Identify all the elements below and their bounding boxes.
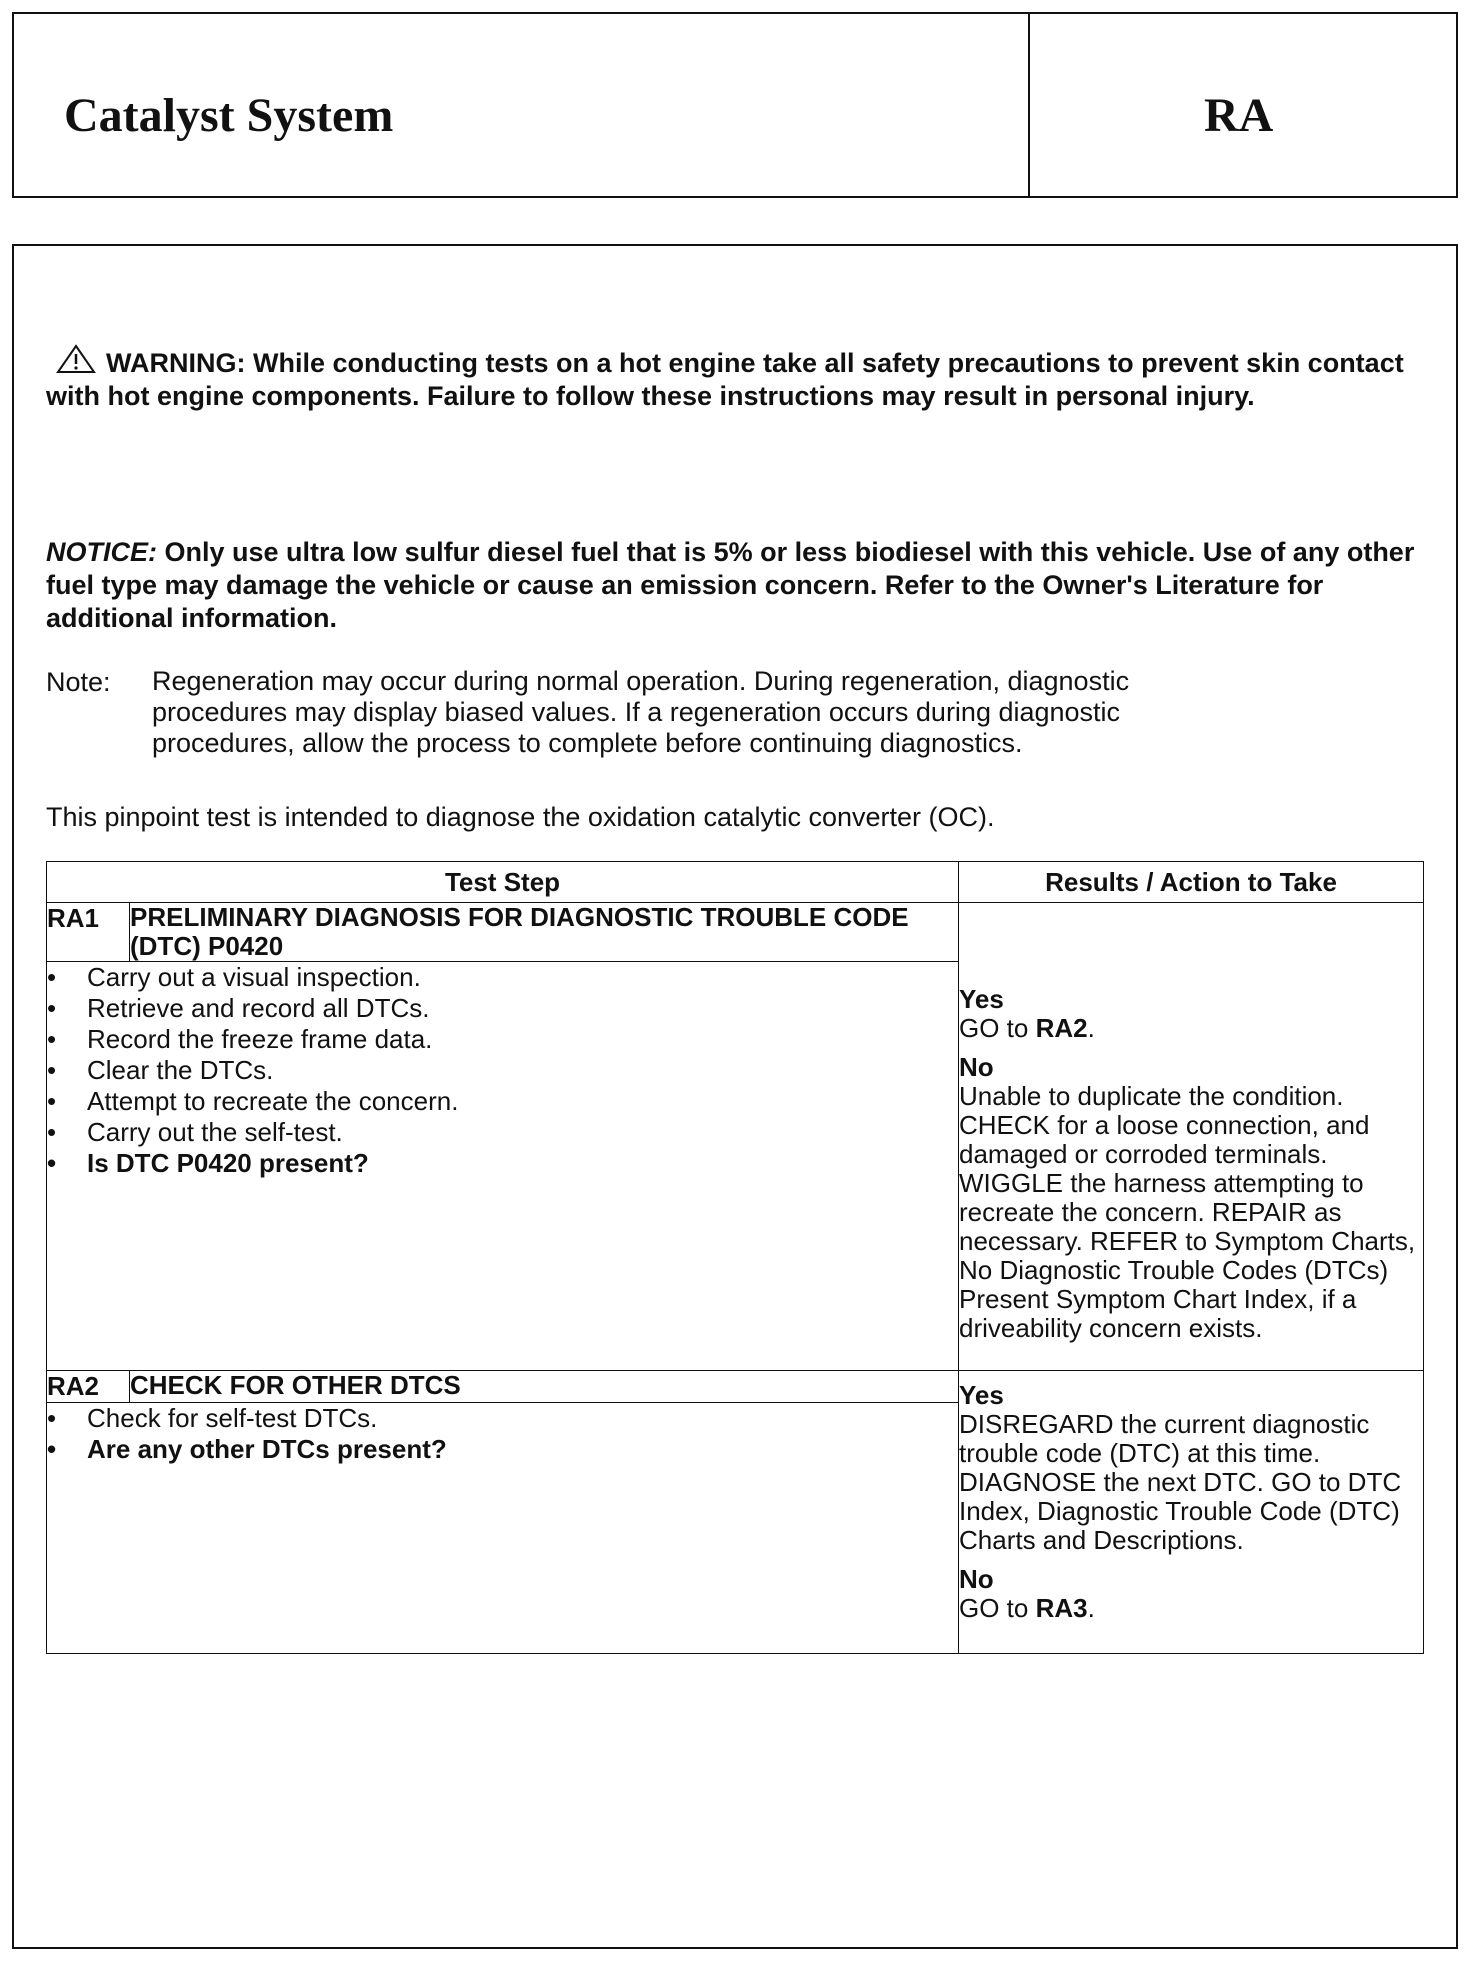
notice-label: NOTICE: [46,537,157,567]
result-no-text: Unable to duplicate the condition. CHECK for a loose connection, and damaged or corroded terminals. WIGGLE the harness attempting to recreate the concern. REPAIR as necessary. REFER to Symptom Charts, No Diagnostic Trouble Codes (DTCs) Present Symptom Chart Index, if a driveability concern exists. [959,1081,1416,1343]
step-title: PRELIMINARY DIAGNOSIS FOR DIAGNOSTIC TROUBLE CODE (DTC) P0420 [130,903,959,962]
step-question: • Is DTC P0420 present? [47,1148,958,1179]
note-paragraph [46,666,1426,759]
col-header-test-step: Test Step [47,862,959,903]
step-results [959,1371,1424,1654]
step-title: CHECK FOR OTHER DTCS [130,1371,959,1403]
test-step-table [46,861,1424,1654]
step-body [47,962,959,1371]
section-code: RA [1204,89,1274,142]
warning-text: WARNING: While conducting tests on a hot engine take all safety precautions to prevent skin contact with hot engine components. Failure to follow these instructions may result in personal injury. [46,348,1404,411]
step-bullet-list [47,962,958,1179]
list-item: • Clear the DTCs. [47,1055,958,1086]
list-item: • Carry out a visual inspection. [47,962,958,993]
result-no-label: No [959,1564,994,1594]
step-title-row [47,903,1424,962]
step-title-row [47,1371,1424,1403]
step-id: RA1 [47,903,130,962]
warning-triangle-icon [56,344,96,374]
result-yes-text: DISREGARD the current diagnostic trouble code (DTC) at this time. DIAGNOSE the next DTC. GO to DTC Index, Diagnostic Trouble Code (DTC) Charts and Descriptions. [959,1409,1402,1555]
list-item: • Record the freeze frame data. [47,1024,958,1055]
list-item: • Carry out the self-test. [47,1117,958,1148]
step-body [47,1403,959,1654]
header-box [12,12,1458,198]
result-yes-label: Yes [959,984,1004,1014]
step-question: • Are any other DTCs present? [47,1434,958,1465]
notice-text: Only use ultra low sulfur diesel fuel that is 5% or less biodiesel with this vehicle. Use of any other fuel type may damage the vehicle or cause an emission concern. Refer to the Owner's Literature for additional information. [46,537,1415,633]
goto-link: RA2 [1035,1013,1088,1043]
step-results [959,903,1424,1371]
header-divider [1028,14,1030,196]
result-yes-label: Yes [959,1380,1004,1410]
page-title: Catalyst System [64,89,394,142]
list-item: • Retrieve and record all DTCs. [47,993,958,1024]
list-item: • Check for self-test DTCs. [47,1403,958,1434]
intro-text: This pinpoint test is intended to diagnose the oxidation catalytic converter (OC). [46,802,995,832]
note-text: Regeneration may occur during normal operation. During regeneration, diagnostic procedures may display biased values. If a regeneration occurs during diagnostic procedures, allow the process to complete before continuing diagnostics. [152,666,1130,758]
result-yes-text: GO to RA2. [959,1013,1095,1043]
step-id: RA2 [47,1371,130,1403]
result-no-label: No [959,1052,994,1082]
col-header-results: Results / Action to Take [959,862,1424,903]
table-header-row [47,862,1424,903]
result-no-text: GO to RA3. [959,1593,1095,1623]
note-label: Note: [46,667,111,697]
warning-paragraph [46,344,1426,413]
content-box [12,244,1458,1949]
goto-link: RA3 [1035,1593,1088,1623]
step-bullet-list [47,1403,958,1465]
list-item: • Attempt to recreate the concern. [47,1086,958,1117]
notice-paragraph [46,536,1426,635]
